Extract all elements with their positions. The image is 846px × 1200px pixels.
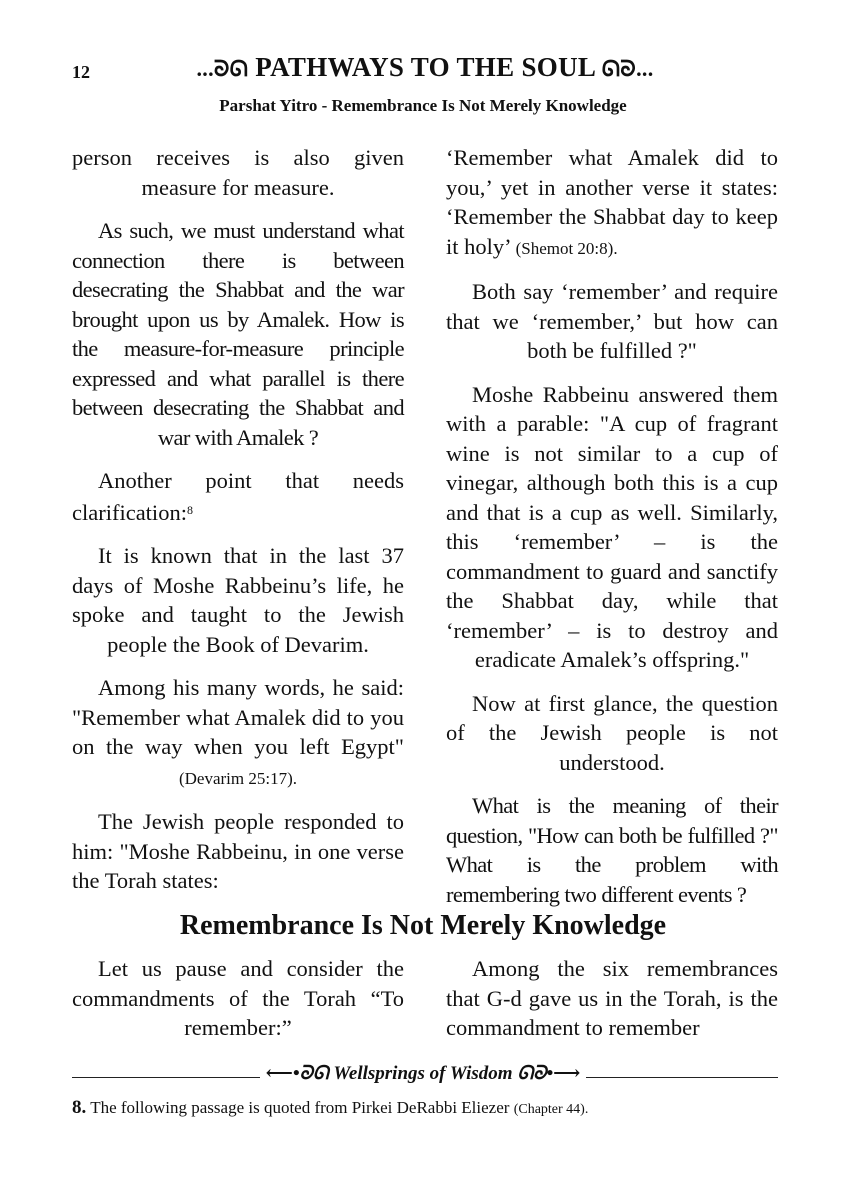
footnote-number: 8. xyxy=(72,1097,87,1118)
footer-ornament-right: ᘏᘐ•⟶ xyxy=(517,1063,581,1084)
paragraph-text: ‘Remember what Amalek did to you,’ yet in another verse it states: ‘Remember the Shabbat day to keep it holy’ xyxy=(446,145,778,259)
title-ornament-left: ...ᘐᘏ xyxy=(196,56,249,81)
column-top-right xyxy=(446,143,778,923)
section-heading: Remembrance Is Not Merely Knowledge xyxy=(179,910,667,941)
paragraph: What is the meaning of their question, "How can both be fulfilled ?" What is the problem with remembering two different events ? xyxy=(446,793,778,907)
footnote-text: The following passage is quoted from Pirkei DeRabbi Eliezer xyxy=(90,1098,510,1117)
book-title xyxy=(130,52,720,83)
paragraph xyxy=(446,143,778,263)
column-bottom-left xyxy=(72,954,404,1057)
title-ornament-right: ᘏᘐ... xyxy=(601,56,654,81)
footnote-marker[interactable]: 8 xyxy=(186,502,193,517)
paragraph: Both say ‘remember’ and require that we ‘remember,’ but how can both be fulfilled ?" xyxy=(446,279,778,363)
paragraph: Now at first glance, the question of the Jewish people is not understood. xyxy=(446,690,778,775)
page-number: 12 xyxy=(72,62,90,82)
paragraph: It is known that in the last 37 days of Moshe Rabbeinu’s life, he spoke and taught to the Jewish people the Book of Devarim. xyxy=(72,543,404,657)
column-top-left xyxy=(72,143,404,910)
paragraph: person receives is also given measure for measure. xyxy=(72,145,404,200)
footer-ornament-left: ⟵•ᘐᘏ xyxy=(265,1063,329,1084)
paragraph: Let us pause and consider the commandments of the Torah “To remember:” xyxy=(72,956,404,1040)
book-title-text: PATHWAYS TO THE SOUL xyxy=(255,52,595,82)
paragraph: Moshe Rabbeinu answered them with a parable: "A cup of fragrant wine is not similar to a cup of vinegar, although both this is a cup and that is a cup as well. Similarly, this ‘remember’ – is the commandment to guard and sanctify the Shabbat day, while that ‘remember’ – is to destroy and eradicate Amalek’s offspring." xyxy=(446,381,778,672)
paragraph xyxy=(72,466,404,527)
column-bottom-right xyxy=(446,954,778,1057)
verse-reference: (Devarim 25:17). xyxy=(178,768,298,788)
paragraph: As such, we must understand what connection there is between desecrating the Shabbat and the war brought upon us by Amalek. How is the measure-for-measure principle expressed and what parallel is there between desecrating the Shabbat and war with Amalek ? xyxy=(72,218,404,450)
paragraph-text: Among his many words, he said: "Remember what Amalek did to you on the way when you left Egypt" xyxy=(72,675,404,759)
chapter-subtitle: Parshat Yitro - Remembrance Is Not Merely Knowledge xyxy=(219,96,627,115)
paragraph: The Jewish people responded to him: "Moshe Rabbeinu, in one verse the Torah states: xyxy=(72,809,404,893)
footnote-reference: (Chapter 44). xyxy=(513,1102,589,1117)
paragraph: Among the six remembrances that G-d gave us in the Torah, is the commandment to remember xyxy=(446,956,778,1040)
paragraph xyxy=(72,673,404,793)
paragraph-text: Another point that needs clarification: xyxy=(72,468,404,525)
footnote xyxy=(72,1097,588,1119)
footer-title-text: Wellsprings of Wisdom xyxy=(333,1063,513,1084)
footer-title xyxy=(0,1062,846,1085)
footer-title-inner xyxy=(260,1063,587,1084)
verse-reference: (Shemot 20:8). xyxy=(515,238,618,258)
